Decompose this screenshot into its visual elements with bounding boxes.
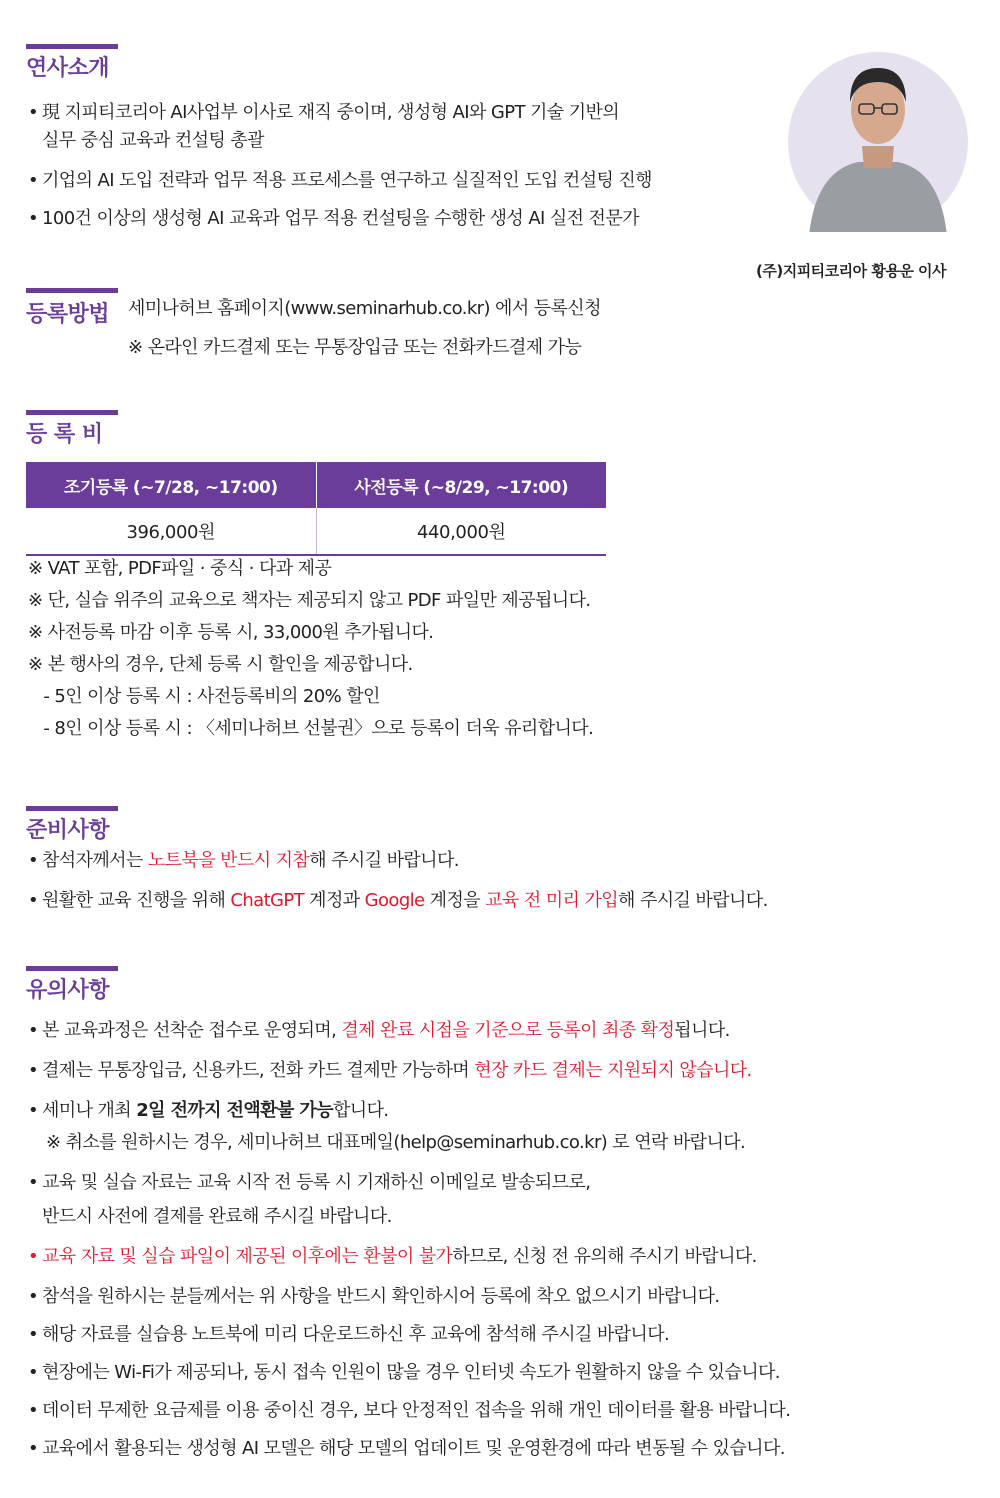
list-item: • 현장에는 Wi-Fi가 제공되나, 동시 접속 인원이 많을 경우 인터넷 속도가 원활하지 않을 수 있습니다. [28, 1362, 780, 1383]
list-item: • 원활한 교육 진행을 위해 ChatGPT 계정과 Google 계정을 교육 전 미리 가입해 주시길 바랍니다. [28, 890, 768, 911]
table-header-row [26, 462, 606, 508]
fee-note: ※ VAT 포함, PDF파일 · 중식 · 다과 제공 [28, 558, 332, 579]
list-item: • 100건 이상의 생성형 AI 교육과 업무 적용 컨설팅을 수행한 생성 AI 실전 전문가 [28, 208, 639, 229]
list-item: • 교육에서 활용되는 생성형 AI 모델은 해당 모델의 업데이트 및 운영환경에 따라 변동될 수 있습니다. [28, 1438, 785, 1459]
fee-value-early: 396,000원 [26, 508, 316, 555]
list-item: • 교육 및 실습 자료는 교육 시작 전 등록 시 기재하신 이메일로 발송되므로, [28, 1172, 591, 1193]
fee-note: - 8인 이상 등록 시 : 〈세미나허브 선불권〉으로 등록이 더욱 유리합니다. [28, 718, 594, 739]
table-row [26, 508, 606, 555]
list-item-continuation: 실무 중심 교육과 컨설팅 총괄 [42, 130, 264, 151]
registration-text: 세미나허브 홈페이지(www.seminarhub.co.kr) 에서 등록신청 [128, 298, 601, 319]
speaker-section-title: 연사소개 [26, 44, 118, 83]
list-item: • 참석을 원하시는 분들께서는 위 사항을 반드시 확인하시어 등록에 착오 없으시기 바랍니다. [28, 1286, 720, 1307]
list-item: • 세미나 개최 2일 전까지 전액환불 가능합니다. [28, 1100, 389, 1121]
registration-section-title: 등록방법 [26, 288, 118, 328]
fee-header-pre: 사전등록 (~8/29, ~17:00) [316, 462, 606, 508]
fee-header-early: 조기등록 (~7/28, ~17:00) [26, 462, 316, 508]
list-item-continuation: 반드시 사전에 결제를 완료해 주시길 바랍니다. [42, 1206, 392, 1227]
fee-table [26, 462, 606, 556]
list-item: • 교육 자료 및 실습 파일이 제공된 이후에는 환불이 불가하므로, 신청 전 유의해 주시기 바랍니다. [28, 1246, 757, 1267]
list-item: • 참석자께서는 노트북을 반드시 지참해 주시길 바랍니다. [28, 850, 459, 871]
list-item: • 기업의 AI 도입 전략과 업무 적용 프로세스를 연구하고 실질적인 도입 컨설팅 진행 [28, 170, 652, 191]
fee-value-pre: 440,000원 [316, 508, 606, 555]
speaker-caption: (주)지피티코리아 황용운 이사 [756, 262, 947, 280]
registration-note: ※ 온라인 카드결제 또는 무통장입금 또는 전화카드결제 가능 [128, 337, 582, 358]
fee-note: - 5인 이상 등록 시 : 사전등록비의 20% 할인 [28, 686, 380, 707]
fee-note: ※ 본 행사의 경우, 단체 등록 시 할인을 제공합니다. [28, 654, 413, 675]
fee-section-title: 등 록 비 [26, 410, 118, 449]
fee-note: ※ 단, 실습 위주의 교육으로 책자는 제공되지 않고 PDF 파일만 제공됩니다. [28, 590, 591, 611]
notice-section-title: 유의사항 [26, 966, 118, 1005]
fee-note: ※ 사전등록 마감 이후 등록 시, 33,000원 추가됩니다. [28, 622, 434, 643]
list-item: • 결제는 무통장입금, 신용카드, 전화 카드 결제만 가능하며 현장 카드 결제는 지원되지 않습니다. [28, 1060, 752, 1081]
list-item: • 데이터 무제한 요금제를 이용 중이신 경우, 보다 안정적인 접속을 위해 개인 데이터를 활용 바랍니다. [28, 1400, 791, 1421]
list-item: • 現 지피티코리아 AI사업부 이사로 재직 중이며, 생성형 AI와 GPT 기술 기반의 [28, 102, 620, 123]
list-item-continuation: ※ 취소를 원하시는 경우, 세미나허브 대표메일(help@seminarhub.co.kr) 로 연락 바랍니다. [46, 1132, 746, 1153]
list-item: • 본 교육과정은 선착순 접수로 운영되며, 결제 완료 시점을 기준으로 등록이 최종 확정됩니다. [28, 1020, 730, 1041]
list-item: • 해당 자료를 실습용 노트북에 미리 다운로드하신 후 교육에 참석해 주시길 바랍니다. [28, 1324, 670, 1345]
speaker-silhouette [788, 22, 968, 248]
speaker-photo [788, 22, 968, 248]
prep-section-title: 준비사항 [26, 806, 118, 845]
